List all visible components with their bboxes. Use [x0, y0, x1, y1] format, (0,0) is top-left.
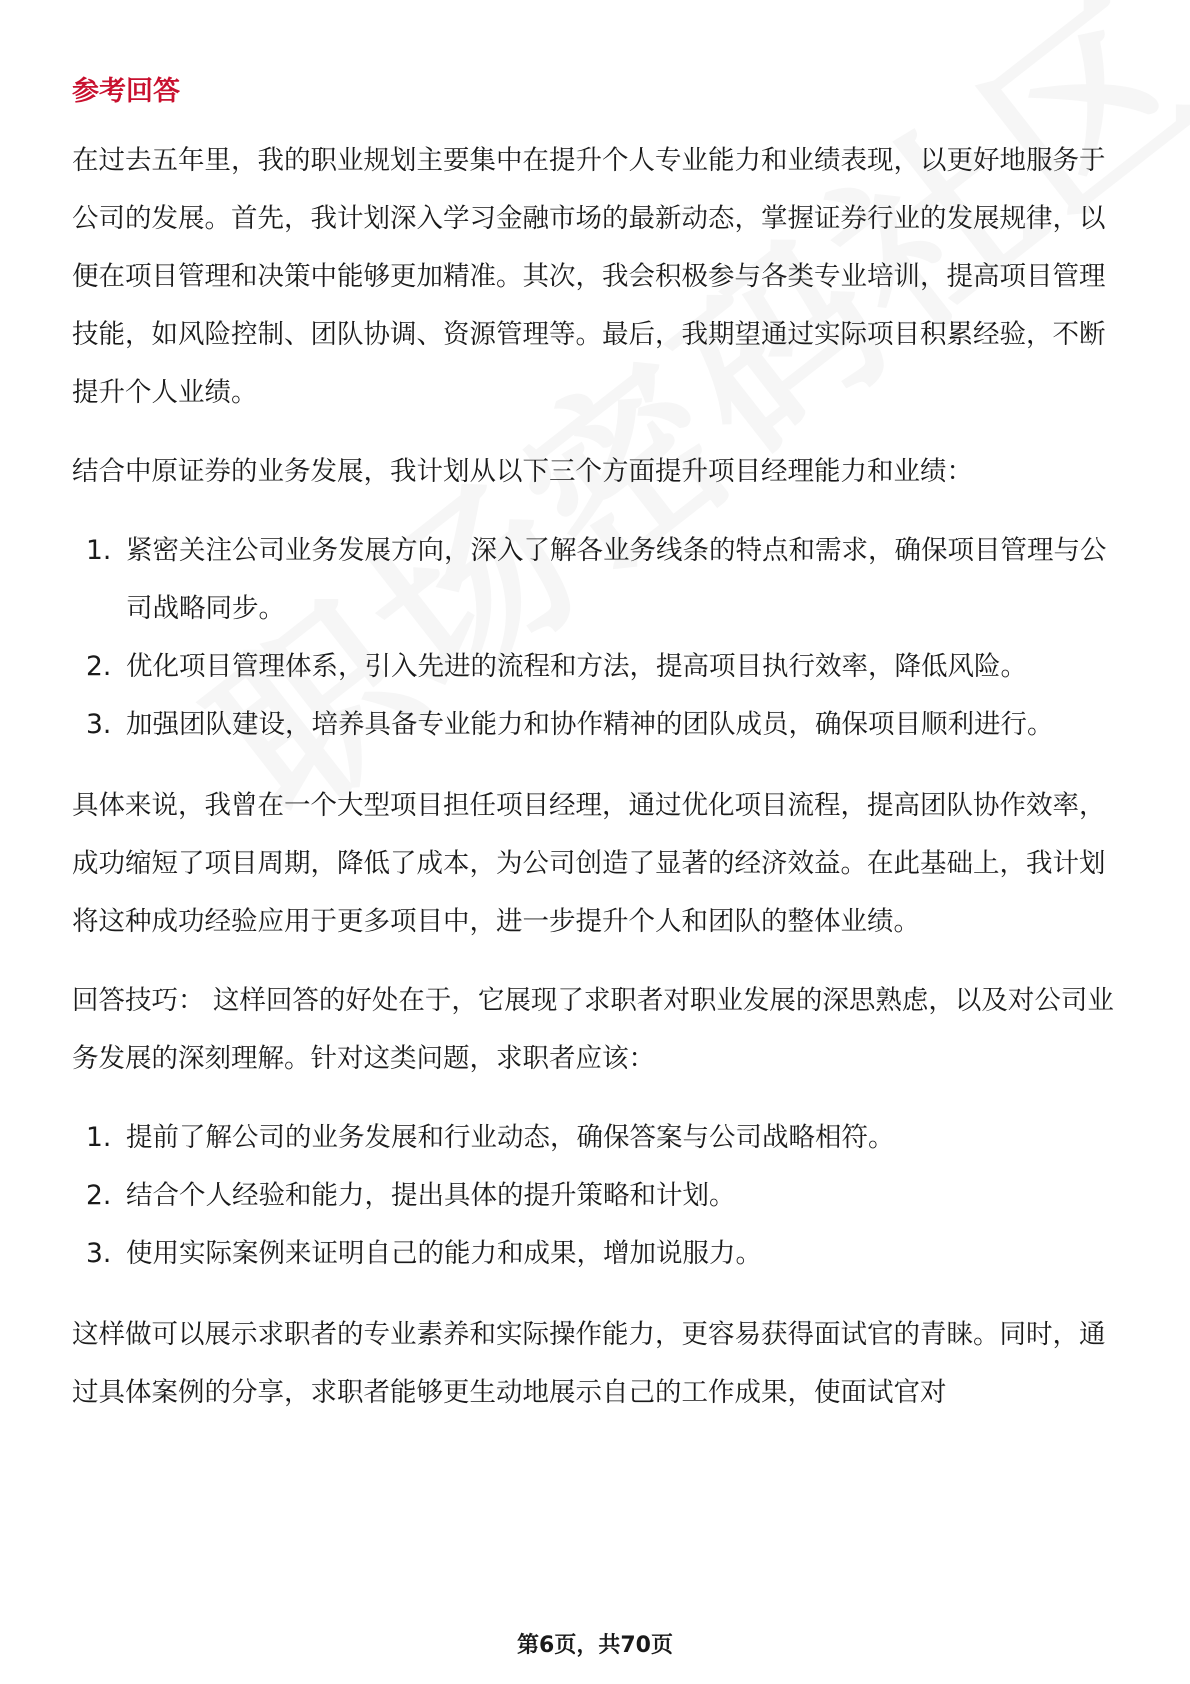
list-item [72, 1225, 1122, 1283]
page-number: 第6页，共70页 [517, 1633, 673, 1658]
list-number: 1. [86, 535, 112, 566]
list-number: 2. [86, 651, 112, 682]
list-number: 1. [86, 1122, 112, 1153]
page-content [72, 72, 1122, 1443]
paragraph-conclusion: 这样做可以展示求职者的专业素养和实际操作能力，更容易获得面试官的青睐。同时，通过具体案例的分享，求职者能够更生动地展示自己的工作成果，使面试官对 [72, 1319, 1106, 1408]
list-item [72, 522, 1122, 638]
list-item-text: 紧密关注公司业务发展方向，深入了解各业务线条的特点和需求，确保项目管理与公司战略同步。 [126, 535, 1107, 624]
paragraph-career-plan: 在过去五年里，我的职业规划主要集中在提升个人专业能力和业绩表现，以更好地服务于公司的发展。首先，我计划深入学习金融市场的最新动态，掌握证券行业的发展规律，以便在项目管理和决策中能够更加精准。其次，我会积极参与各类专业培训，提高项目管理技能，如风险控制、团队协调、资源管理等。最后，我期望通过实际项目积累经验，不断提升个人业绩。 [72, 145, 1106, 408]
list-item-text: 加强团队建设，培养具备专业能力和协作精神的团队成员，确保项目顺利进行。 [126, 709, 1054, 740]
list-item [72, 1109, 1122, 1167]
list-item [72, 696, 1122, 754]
list-number: 3. [86, 709, 112, 740]
list-item [72, 638, 1122, 696]
list-number: 3. [86, 1238, 112, 1269]
tips-list [72, 1109, 1122, 1283]
section-heading: 参考回答 [72, 76, 180, 107]
list-item-text: 结合个人经验和能力，提出具体的提升策略和计划。 [126, 1180, 736, 1211]
list-item [72, 1167, 1122, 1225]
list-item-text: 使用实际案例来证明自己的能力和成果，增加说服力。 [126, 1238, 762, 1269]
list-number: 2. [86, 1180, 112, 1211]
plan-list [72, 522, 1122, 754]
list-item-text: 优化项目管理体系，引入先进的流程和方法，提高项目执行效率，降低风险。 [126, 651, 1027, 682]
paragraph-intro-list: 结合中原证券的业务发展，我计划从以下三个方面提升项目经理能力和业绩： [72, 456, 973, 487]
paragraph-tips: 回答技巧： 这样回答的好处在于，它展现了求职者对职业发展的深思熟虑，以及对公司业务发展的深刻理解。针对这类问题，求职者应该： [72, 985, 1114, 1074]
paragraph-example: 具体来说，我曾在一个大型项目担任项目经理，通过优化项目流程，提高团队协作效率，成功缩短了项目周期，降低了成本，为公司创造了显著的经济效益。在此基础上，我计划将这种成功经验应用于更多项目中，进一步提升个人和团队的整体业绩。 [72, 790, 1106, 937]
list-item-text: 提前了解公司的业务发展和行业动态，确保答案与公司战略相符。 [126, 1122, 895, 1153]
